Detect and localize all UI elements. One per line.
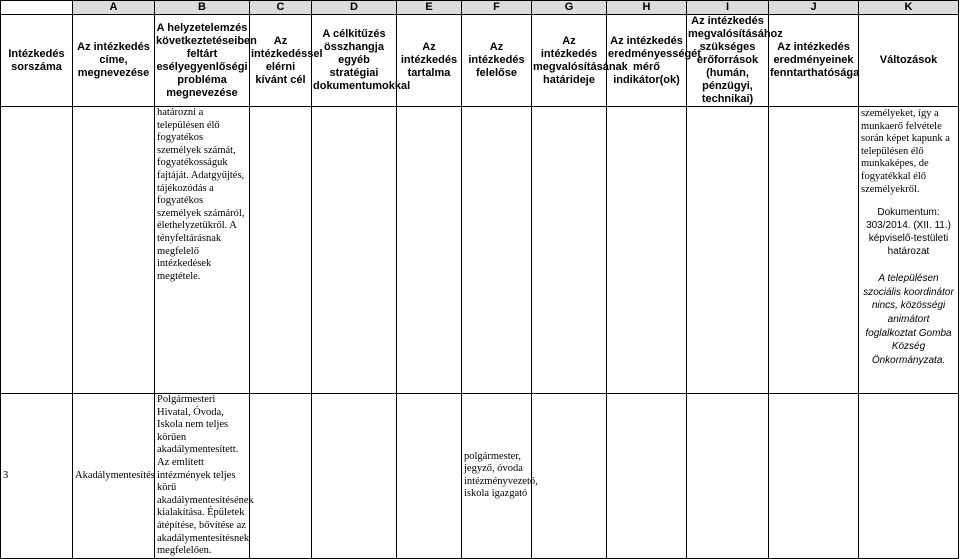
column-letter-c[interactable]: C bbox=[250, 1, 312, 15]
cell-k[interactable] bbox=[859, 107, 959, 394]
cell-g[interactable] bbox=[532, 394, 607, 559]
column-letter-a[interactable]: A bbox=[73, 1, 155, 15]
header-e[interactable]: Az intézkedés tartalma bbox=[397, 15, 462, 107]
cell-j[interactable] bbox=[769, 394, 859, 559]
cell-f-responsible[interactable] bbox=[462, 394, 538, 559]
cell-i[interactable] bbox=[687, 394, 769, 559]
cell-k[interactable] bbox=[859, 394, 959, 559]
header-row bbox=[1, 15, 959, 107]
column-letter-k[interactable]: K bbox=[859, 1, 959, 15]
header-a[interactable]: Az intézkedés címe, megnevezése bbox=[73, 15, 155, 107]
column-letter-b[interactable]: B bbox=[155, 1, 250, 15]
problem-text: határozni a településen élő fogyatékos személyek számát, fogyatékosságuk fajtáját. Adatgyűjtés, tájékozódás a fogyatékos személyek számáról, élethelyzetükről. A tényfeltárásnak megfelelő intézkedések megtétele. bbox=[157, 107, 245, 282]
header-row-number[interactable]: Intézkedés sorszáma bbox=[1, 15, 73, 107]
cell-b-problem[interactable] bbox=[155, 394, 254, 559]
column-letter-h[interactable]: H bbox=[607, 1, 687, 15]
column-letter-d[interactable]: D bbox=[312, 1, 397, 15]
cell-j[interactable] bbox=[769, 107, 859, 394]
cell-e[interactable] bbox=[397, 107, 462, 394]
column-letter-f[interactable]: F bbox=[462, 1, 532, 15]
cell-c[interactable] bbox=[250, 394, 312, 559]
header-c[interactable]: Az intézkedéssel elérni kívánt cél bbox=[250, 15, 312, 107]
table-row-3 bbox=[1, 394, 959, 559]
cell-c[interactable] bbox=[250, 107, 312, 394]
header-h[interactable]: Az intézkedés eredményességét mérő indikátor(ok) bbox=[607, 15, 687, 107]
cell-f[interactable] bbox=[462, 107, 532, 394]
column-letter-j[interactable]: J bbox=[769, 1, 859, 15]
cell-d[interactable] bbox=[312, 107, 397, 394]
document-reference: Dokumentum: 303/2014. (XII. 11.) képviselő-testületi határozat bbox=[866, 207, 951, 258]
corner-cell[interactable] bbox=[1, 1, 73, 15]
column-letter-row bbox=[1, 1, 959, 15]
table-row-continued bbox=[1, 107, 959, 394]
header-d[interactable]: A célkitűzés összhangja egyéb stratégiai dokumentumokkal bbox=[312, 15, 397, 107]
cell-g[interactable] bbox=[532, 107, 607, 394]
column-letter-i[interactable]: I bbox=[687, 1, 769, 15]
header-j[interactable]: Az intézkedés eredményeinek fenntarthatósága bbox=[769, 15, 859, 107]
header-k[interactable]: Változások bbox=[859, 15, 959, 107]
cell-h[interactable] bbox=[607, 394, 687, 559]
cell-h[interactable] bbox=[607, 107, 687, 394]
row-number-3[interactable]: 3 bbox=[1, 394, 73, 559]
column-letter-e[interactable]: E bbox=[397, 1, 462, 15]
header-i[interactable]: Az intézkedés megvalósításához szükséges erőforrások (humán, pénzügyi, technikai) bbox=[688, 15, 783, 105]
cell-i[interactable] bbox=[687, 107, 769, 394]
problem-text: Polgármesteri Hivatal, Óvoda, Iskola nem teljes körűen akadálymentesített. Az említett intézmények teljes körű akadálymentesítésének kialakítása. Épületek átépítése, bővítése az akadálymentesítésnek megfelelően. bbox=[157, 394, 254, 557]
changes-text: személyeket, így a munkaerő felvétele során képet kapunk a településen élő munkaképes, de fogyatékkal élő személyekről. bbox=[861, 108, 950, 195]
cell-d[interactable] bbox=[312, 394, 397, 559]
header-b[interactable]: A helyzetelemzés következtetéseiben feltárt esélyegyenlőségi probléma megnevezése bbox=[155, 15, 250, 107]
cell-e[interactable] bbox=[397, 394, 462, 559]
cell-a-title[interactable]: Akadálymentesítés bbox=[73, 394, 155, 559]
coordinator-note: A településen szociális koordinátor nincs, közösségi animátort foglalkoztat Gomba Község Önkormányzata. bbox=[863, 273, 954, 366]
cell-a[interactable] bbox=[73, 107, 155, 394]
responsible-text: polgármester, jegyző, óvoda intézményvezető, iskola igazgató bbox=[464, 450, 538, 500]
cell-b[interactable] bbox=[155, 107, 250, 394]
cell-row-number[interactable] bbox=[1, 107, 73, 394]
header-g[interactable]: Az intézkedés megvalósításának határideje bbox=[532, 15, 607, 107]
header-f[interactable]: Az intézkedés felelőse bbox=[462, 15, 532, 107]
column-letter-g[interactable]: G bbox=[532, 1, 607, 15]
